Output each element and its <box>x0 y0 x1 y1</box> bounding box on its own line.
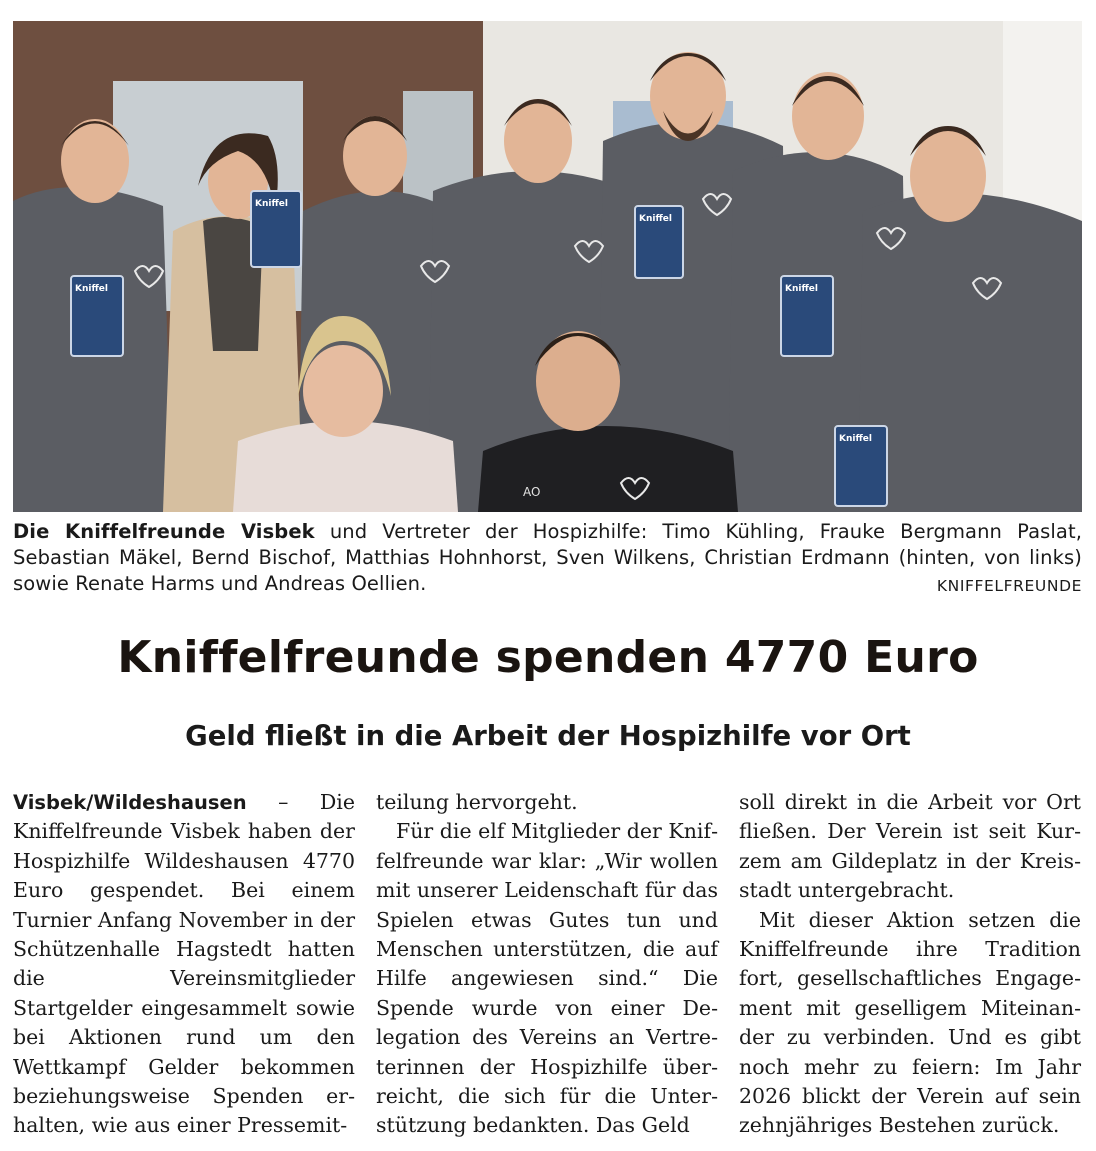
paragraph-text: – Die Kniffelfreunde Visbek haben der Hospizhilfe Wildeshausen 4770 Euro gespendet. Bei einem Turnier Anfang November in der Schützenhalle Hagstedt hatten die Vereinsmitglieder Startgelder eingesammelt sowie bei Aktionen rund um den Wettkampf Gelder bekommen beziehungsweise Spenden erhalten, wie aus einer Pressemit- <box>13 790 355 1138</box>
article-paragraph: Für die elf Mitglieder der Kniffelfreunde war klar: „Wir wollen mit unserer Leidenschaft für das Spielen etwas Gutes tun und Menschen unterstützen, die auf Hilfe angewiesen sind.“ Die Spende wurde von einer Delegation des Vereins an Vertreterinnen der Hospizhilfe überreicht, die sich für die Unterstützung bedankten. Das Geld <box>376 819 718 1138</box>
svg-text:Kniffel: Kniffel <box>75 284 108 294</box>
article-column-3 <box>739 788 1081 1141</box>
caption-text: und Vertreter der Hospizhilfe: Timo Kühling, Frauke Bergmann Paslat, Sebastian Mäkel, Bernd Bischof, Matthias Hohnhorst, Sven Wilkens, Christian Erdmann (hinten, von links) sowie Renate Harms und Andreas Oellien. <box>13 520 1082 595</box>
article-paragraph: Mit dieser Aktion setzen die Kniffelfreunde ihre Tradition fort, gesellschaftliches Engagement mit geselligem Miteinander zu verbinden. Und es gibt noch mehr zu feiern: Im Jahr 2026 blickt der Verein auf sein zehnjähriges Bestehen zurück. <box>739 907 1081 1138</box>
photo-caption <box>13 519 1082 599</box>
article-paragraph <box>13 788 355 1141</box>
caption-lead: Die Kniffelfreunde Visbek <box>13 520 315 543</box>
dateline: Visbek/Wildeshausen <box>13 791 247 814</box>
svg-text:Kniffel: Kniffel <box>255 199 288 209</box>
article-photo <box>13 21 1082 512</box>
svg-text:AO: AO <box>523 485 541 499</box>
svg-text:Kniffel: Kniffel <box>785 284 818 294</box>
svg-text:Kniffel: Kniffel <box>839 434 872 444</box>
headline: Kniffelfreunde spenden 4770 Euro <box>117 632 979 683</box>
article-paragraph-continued: soll direkt in die Arbeit vor Ort fließen. Der Verein ist seit Kurzem am Gildeplatz in der Kreisstadt untergebracht. <box>739 790 1081 903</box>
article-paragraph-continued: teilung hervorgeht. <box>376 790 578 814</box>
subheadline: Geld fließt in die Arbeit der Hospizhilfe vor Ort <box>185 720 911 752</box>
svg-text:Kniffel: Kniffel <box>639 214 672 224</box>
photo-credit: KNIFFELFREUNDE <box>936 577 1082 595</box>
group-photo-illustration <box>13 21 1082 512</box>
article-column-1 <box>13 788 355 1141</box>
article-column-2 <box>376 788 718 1141</box>
